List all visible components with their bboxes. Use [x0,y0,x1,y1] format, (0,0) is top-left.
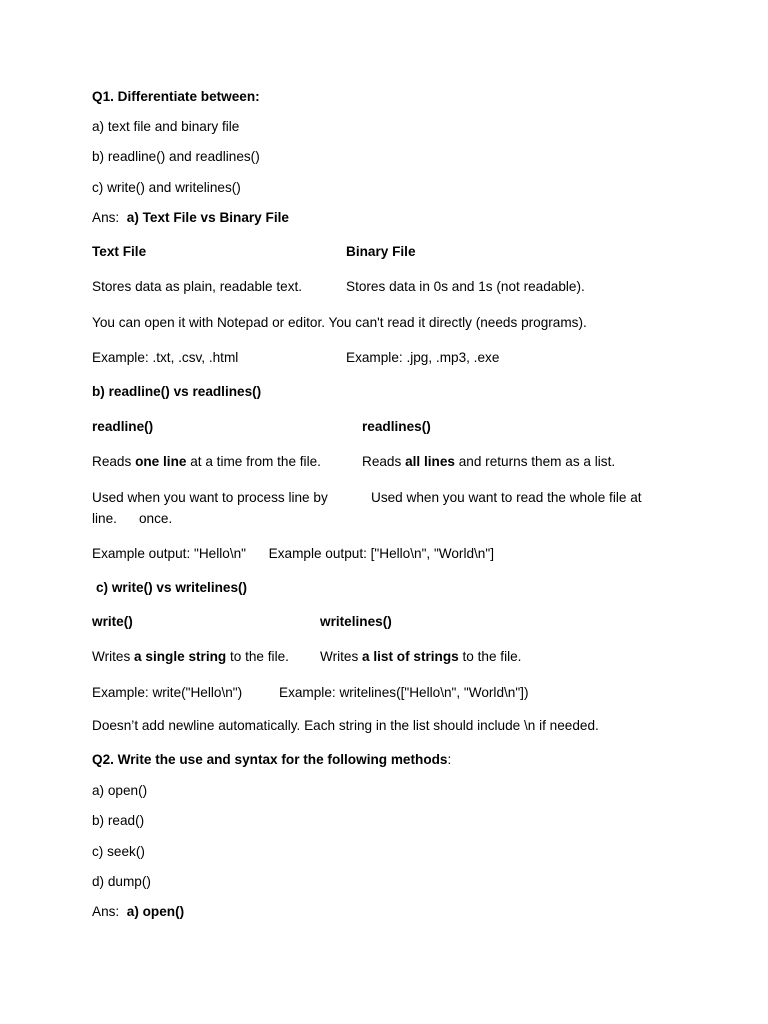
q1-title: Q1. Differentiate between: [92,89,260,104]
binary-file-header: Binary File [346,244,416,259]
write-row2: Example: write("Hello\n") [92,685,243,700]
writelines-row1-post: to the file. [458,649,522,664]
binary-file-row1: Stores data in 0s and 1s (not readable). [346,279,585,294]
readlines-row2-line2: once. [139,511,173,526]
readlines-row1 [362,453,615,471]
write-row1 [92,648,289,666]
readlines-row1-post: and returns them as a list. [454,454,616,469]
text-file-header: Text File [92,244,147,259]
q1-item-c: c) write() and writelines() [92,180,241,195]
readline-row2-line2: line. [92,511,117,526]
readline-row3: Example output: "Hello\n" Example output: ["Hello\n", "World\n"] [92,546,494,561]
readlines-header: readlines() [362,419,431,434]
binary-file-row3: Example: .jpg, .mp3, .exe [346,350,500,365]
text-binary-row2: You can open it with Notepad or editor. You can't read it directly (needs programs). [92,315,587,330]
q2-title-bold: Q2. Write the use and syntax for the following methods [92,752,448,767]
q2-ans-prefix: Ans: [92,904,120,919]
ans-a-heading: a) Text File vs Binary File [126,210,289,225]
write-row1-bold: a single string [134,649,227,664]
text-file-row1: Stores data as plain, readable text. [92,279,303,294]
readline-row1-post: at a time from the file. [186,454,321,469]
readline-header: readline() [92,419,154,434]
writelines-row1-pre: Writes [320,649,363,664]
write-header: write() [92,614,133,629]
q2-title [92,751,451,769]
q2-item-a: a) open() [92,783,148,798]
writelines-row2: Example: writelines(["Hello\n", "World\n"]) [279,685,529,700]
readlines-row1-pre: Reads [362,454,406,469]
q2-title-colon: : [447,752,452,767]
writelines-row1 [320,648,521,666]
ans-prefix: Ans: [92,210,120,225]
readlines-row2-line1: Used when you want to read the whole file at [371,490,642,505]
q2-item-d: d) dump() [92,874,151,889]
write-heading: c) write() vs writelines() [96,580,248,595]
text-file-row3: Example: .txt, .csv, .html [92,350,239,365]
write-row1-pre: Writes [92,649,135,664]
readline-heading: b) readline() vs readlines() [92,384,262,399]
q1-item-a: a) text file and binary file [92,119,240,134]
readline-row1 [92,453,321,471]
q2-item-b: b) read() [92,813,145,828]
readline-row1-pre: Reads [92,454,136,469]
q1-item-b: b) readline() and readlines() [92,149,260,164]
q2-item-c: c) seek() [92,844,145,859]
writelines-row1-bold: a list of strings [362,649,459,664]
q2-answer-line [92,903,184,921]
q2-ans-a-heading: a) open() [126,904,185,919]
readline-row1-bold: one line [135,454,187,469]
writelines-header: writelines() [320,614,392,629]
write-row1-post: to the file. [226,649,289,664]
q1-answer-line [92,209,289,227]
write-row3: Doesn’t add newline automatically. Each string in the list should include \n if needed. [92,718,599,733]
readline-row2-line1: Used when you want to process line by [92,490,328,505]
readlines-row1-bold: all lines [405,454,455,469]
